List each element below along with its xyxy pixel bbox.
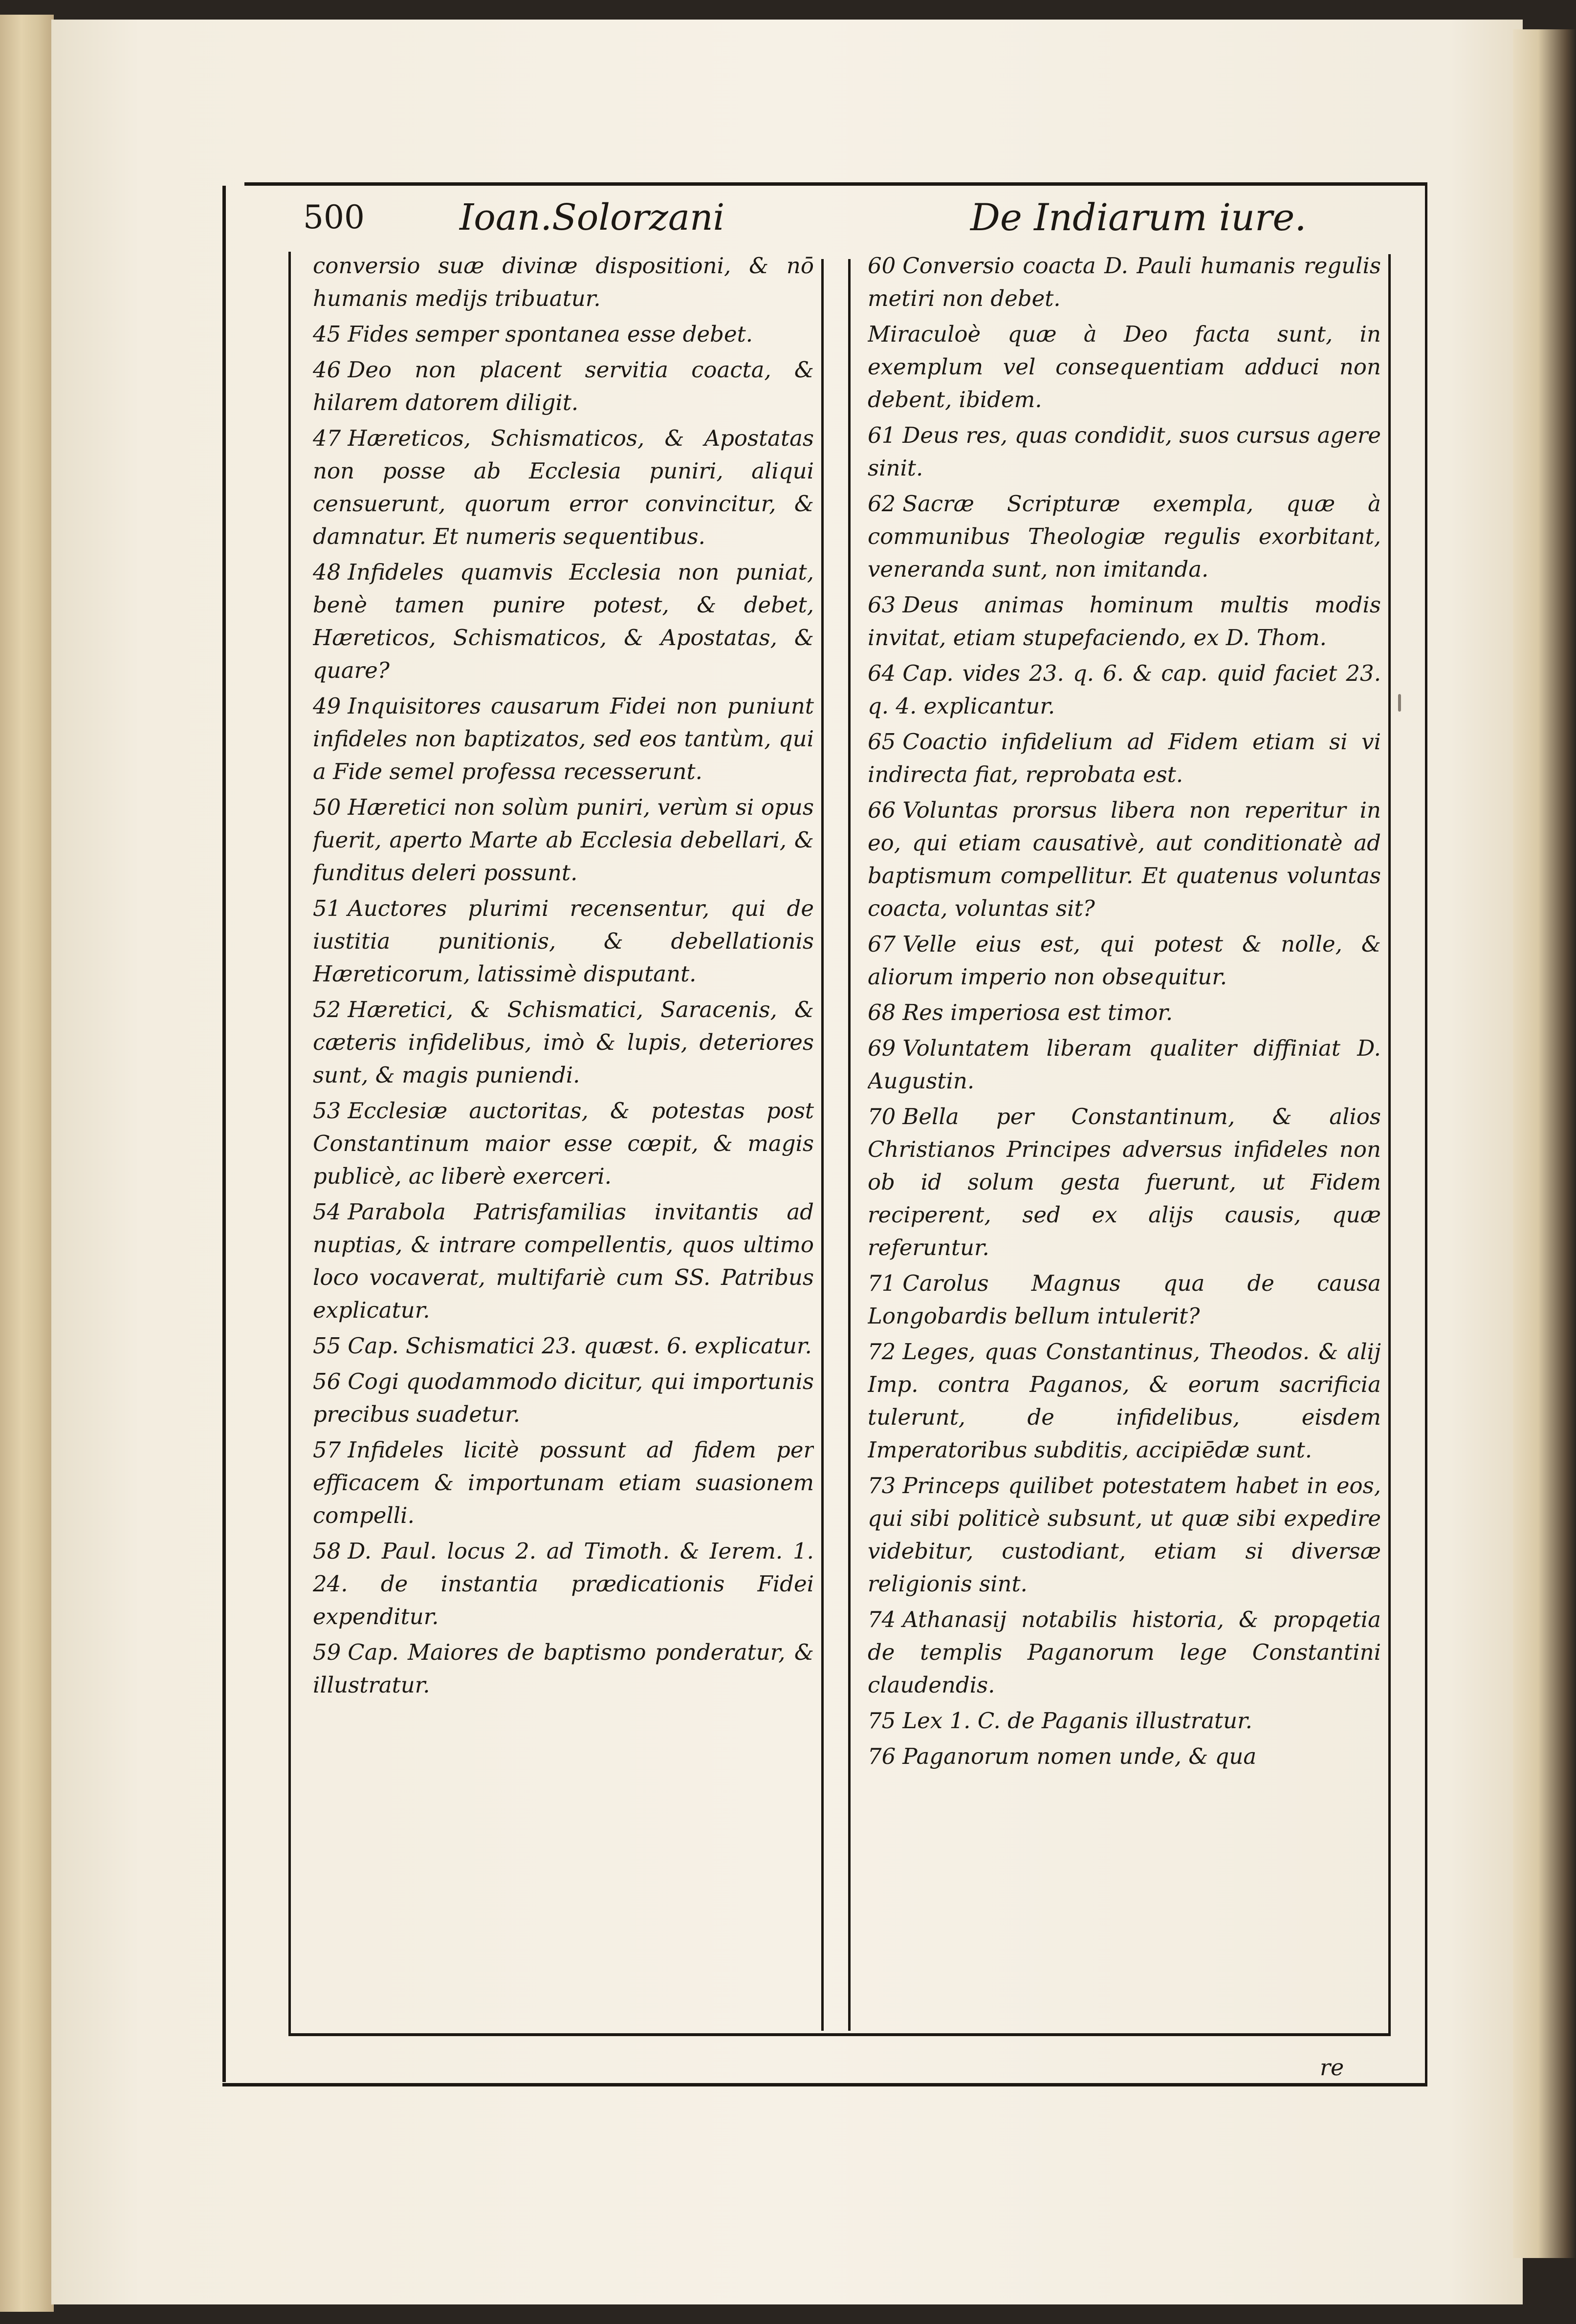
entry-number: 45 [313, 321, 341, 347]
footer-rule [222, 2083, 1427, 2086]
index-entry [313, 1365, 814, 1431]
entry-text: Miraculoè quæ à Deo facta sunt, in exemplum vel consequentiam adduci non debent, ibidem. [868, 321, 1381, 413]
entry-text: Deus res, quas condidit, suos cursus agere sinit. [868, 422, 1381, 481]
entry-text: conversio suæ divinæ dispositioni, & nō humanis medijs tribuatur. [313, 253, 814, 311]
index-entry [868, 657, 1381, 722]
index-entry [868, 1100, 1381, 1264]
left-index-column [313, 249, 814, 2033]
entry-text: Deo non placent servitia coacta, & hilarem datorem diligit. [313, 357, 814, 415]
index-entry [868, 1032, 1381, 1097]
frame-inner-right-rule [1388, 254, 1391, 2036]
index-entry [313, 1433, 814, 1532]
entry-number: 72 [868, 1339, 896, 1365]
index-entry [868, 318, 1381, 416]
index-entry [313, 1535, 814, 1633]
entry-number: 75 [868, 1708, 896, 1734]
index-entry [313, 1636, 814, 1701]
entry-number: 52 [313, 997, 341, 1022]
entry-text: Paganorum nomen unde, & qua [902, 1743, 1257, 1769]
index-entry [868, 1335, 1381, 1466]
header-top-rule [244, 182, 1427, 186]
entry-number: 46 [313, 357, 341, 383]
entry-number: 54 [313, 1199, 341, 1225]
entry-text: Fides semper spontanea esse debet. [348, 321, 753, 347]
index-entry [313, 690, 814, 788]
entry-text: Sacræ Scripturæ exempla, quæ à communibus Theologiæ regulis exorbitant, veneranda sunt, non imitanda. [868, 491, 1381, 582]
index-entry [868, 249, 1381, 315]
entry-text: Lex 1. C. de Paganis illustratur. [902, 1708, 1252, 1734]
index-entry [313, 1094, 814, 1193]
index-entry [313, 892, 814, 990]
entry-number: 56 [313, 1368, 341, 1394]
entry-number: 59 [313, 1639, 341, 1665]
index-entry [868, 1704, 1381, 1737]
index-entry [868, 794, 1381, 925]
entry-text: Hæreticos, Schismaticos, & Apostatas non posse ab Ecclesia puniri, aliqui censuerunt, quorum error convincitur, & damnatur. Et numeris sequentibus. [313, 425, 814, 549]
entry-text: Hæretici non solùm puniri, verùm si opus fuerit, aperto Marte ab Ecclesia debellari, & funditus deleri possunt. [313, 794, 814, 886]
entry-text: Auctores plurimi recensentur, qui de iustitia punitionis, & debellationis Hæreticorum, latissimè disputant. [313, 895, 814, 987]
index-entry [313, 1329, 814, 1362]
page-number: 500 [303, 198, 365, 236]
running-head-title: De Indiarum iure. [970, 195, 1307, 239]
entry-text: Ecclesiæ auctoritas, & potestas post Constantinum maior esse cœpit, & magis publicè, ac liberè exerceri. [313, 1098, 814, 1189]
entry-text: Athanasij notabilis historia, & propqetia de templis Paganorum lege Constantini claudendis. [868, 1607, 1381, 1698]
index-entry [313, 791, 814, 889]
index-entry [868, 419, 1381, 484]
entry-number: 68 [868, 999, 896, 1025]
index-entry [313, 422, 814, 553]
entry-text: Inquisitores causarum Fidei non puniunt infideles non baptizatos, sed eos tantùm, qui a Fide semel professa recesserunt. [313, 693, 814, 784]
ink-speck [1398, 694, 1401, 712]
index-entry [868, 996, 1381, 1029]
frame-outer-right-rule [1425, 185, 1427, 2084]
entry-text: Infideles quamvis Ecclesia non puniat, benè tamen punire potest, & debet, Hæreticos, Schismaticos, & Apostatas, & quare? [313, 559, 814, 683]
entry-text: Cogi quodammodo dicitur, qui importunis precibus suadetur. [313, 1368, 814, 1427]
entry-number: 65 [868, 729, 896, 755]
index-entry [868, 725, 1381, 791]
entry-number: 48 [313, 559, 341, 585]
index-entry [313, 993, 814, 1091]
entry-text: D. Paul. locus 2. ad Timoth. & Ierem. 1. 24. de instantia prædicationis Fidei expenditur. [313, 1538, 814, 1629]
entry-text: Leges, quas Constantinus, Theodos. & alij Imp. contra Paganos, & eorum sacrificia tulerunt, de infidelibus, eisdem Imperatoribus subditis, accipiēdæ sunt. [868, 1339, 1381, 1463]
entry-number: 67 [868, 931, 896, 957]
frame-inner-left-rule [288, 252, 291, 2036]
entry-text: Velle eius est, qui potest & nolle, & aliorum imperio non obsequitur. [868, 931, 1381, 990]
index-entry [868, 1603, 1381, 1701]
entry-text: Cap. Schismatici 23. quæst. 6. explicatur. [348, 1333, 812, 1359]
index-entry [868, 1469, 1381, 1600]
entry-number: 51 [313, 895, 341, 921]
entry-number: 57 [313, 1437, 341, 1463]
book-block-left-edge [0, 15, 54, 2312]
entry-number: 70 [868, 1104, 896, 1129]
column-divider-right [848, 259, 851, 2031]
index-entry [313, 353, 814, 419]
column-divider-left [821, 259, 824, 2031]
entry-number: 60 [868, 253, 896, 279]
entry-text: Res imperiosa est timor. [902, 999, 1173, 1025]
index-entry [868, 928, 1381, 993]
entry-number: 63 [868, 592, 896, 618]
entry-text: Infideles licitè possunt ad fidem per efficacem & importunam etiam suasionem compelli. [313, 1437, 814, 1528]
entry-text: Deus animas hominum multis modis invitat, etiam stupefaciendo, ex D. Thom. [868, 592, 1381, 651]
catchword: re [1320, 2054, 1344, 2081]
entry-number: 49 [313, 693, 341, 719]
index-entry [313, 318, 814, 350]
entry-text: Cap. Maiores de baptismo ponderatur, & illustratur. [313, 1639, 814, 1698]
index-entry [313, 249, 814, 315]
frame-outer-left-rule [222, 186, 226, 2082]
entry-number: 73 [868, 1473, 896, 1499]
entry-text: Conversio coacta D. Pauli humanis regulis metiri non debet. [868, 253, 1381, 311]
index-entry [313, 1195, 814, 1326]
entry-number: 47 [313, 425, 341, 451]
entry-number: 71 [868, 1270, 896, 1296]
entry-number: 58 [313, 1538, 341, 1564]
entry-number: 69 [868, 1035, 896, 1061]
entry-text: Hæretici, & Schismatici, Saracenis, & cæteris infidelibus, imò & lupis, deteriores sunt, & magis puniendi. [313, 997, 814, 1088]
entry-text: Coactio infidelium ad Fidem etiam si vi indirecta fiat, reprobata est. [868, 729, 1381, 787]
entry-number: 76 [868, 1743, 896, 1769]
entry-number: 62 [868, 491, 896, 517]
entry-text: Parabola Patrisfamilias invitantis ad nuptias, & intrare compellentis, quos ultimo loco vocaverat, multifariè cum SS. Patribus explicatur. [313, 1199, 814, 1323]
entry-text: Princeps quilibet potestatem habet in eos, qui sibi politicè subsunt, ut quæ sibi expedire videbitur, custodiant, etiam si diversæ religionis sint. [868, 1473, 1381, 1597]
running-head-author: Ioan.Solorzani [460, 196, 725, 239]
entry-text: Bella per Constantinum, & alios Christianos Principes adversus infideles non ob id solum gesta fuerunt, ut Fidem reciperent, sed ex alijs causis, quæ referuntur. [868, 1104, 1381, 1260]
entry-number: 74 [868, 1607, 896, 1632]
facing-page-edge [1513, 29, 1576, 2258]
index-entry [868, 1740, 1381, 1773]
entry-number: 55 [313, 1333, 341, 1359]
entry-number: 64 [868, 660, 896, 686]
entry-number: 61 [868, 422, 896, 448]
index-entry [313, 556, 814, 687]
entry-text: Voluntas prorsus libera non reperitur in eo, qui etiam causativè, aut conditionatè ad baptismum compellitur. Et quatenus voluntas coacta, voluntas sit? [868, 797, 1381, 921]
entry-number: 50 [313, 794, 341, 820]
entry-text: Carolus Magnus qua de causa Longobardis bellum intulerit? [868, 1270, 1381, 1329]
column-bottom-rule [288, 2033, 1391, 2036]
entry-text: Cap. vides 23. q. 6. & cap. quid faciet 23. q. 4. explicantur. [868, 660, 1381, 719]
right-index-column [868, 249, 1381, 2033]
index-entry [868, 1267, 1381, 1332]
entry-number: 66 [868, 797, 896, 823]
entry-number: 53 [313, 1098, 341, 1124]
entry-text: Voluntatem liberam qualiter diffiniat D. Augustin. [868, 1035, 1381, 1094]
index-entry [868, 588, 1381, 654]
index-entry [868, 487, 1381, 586]
